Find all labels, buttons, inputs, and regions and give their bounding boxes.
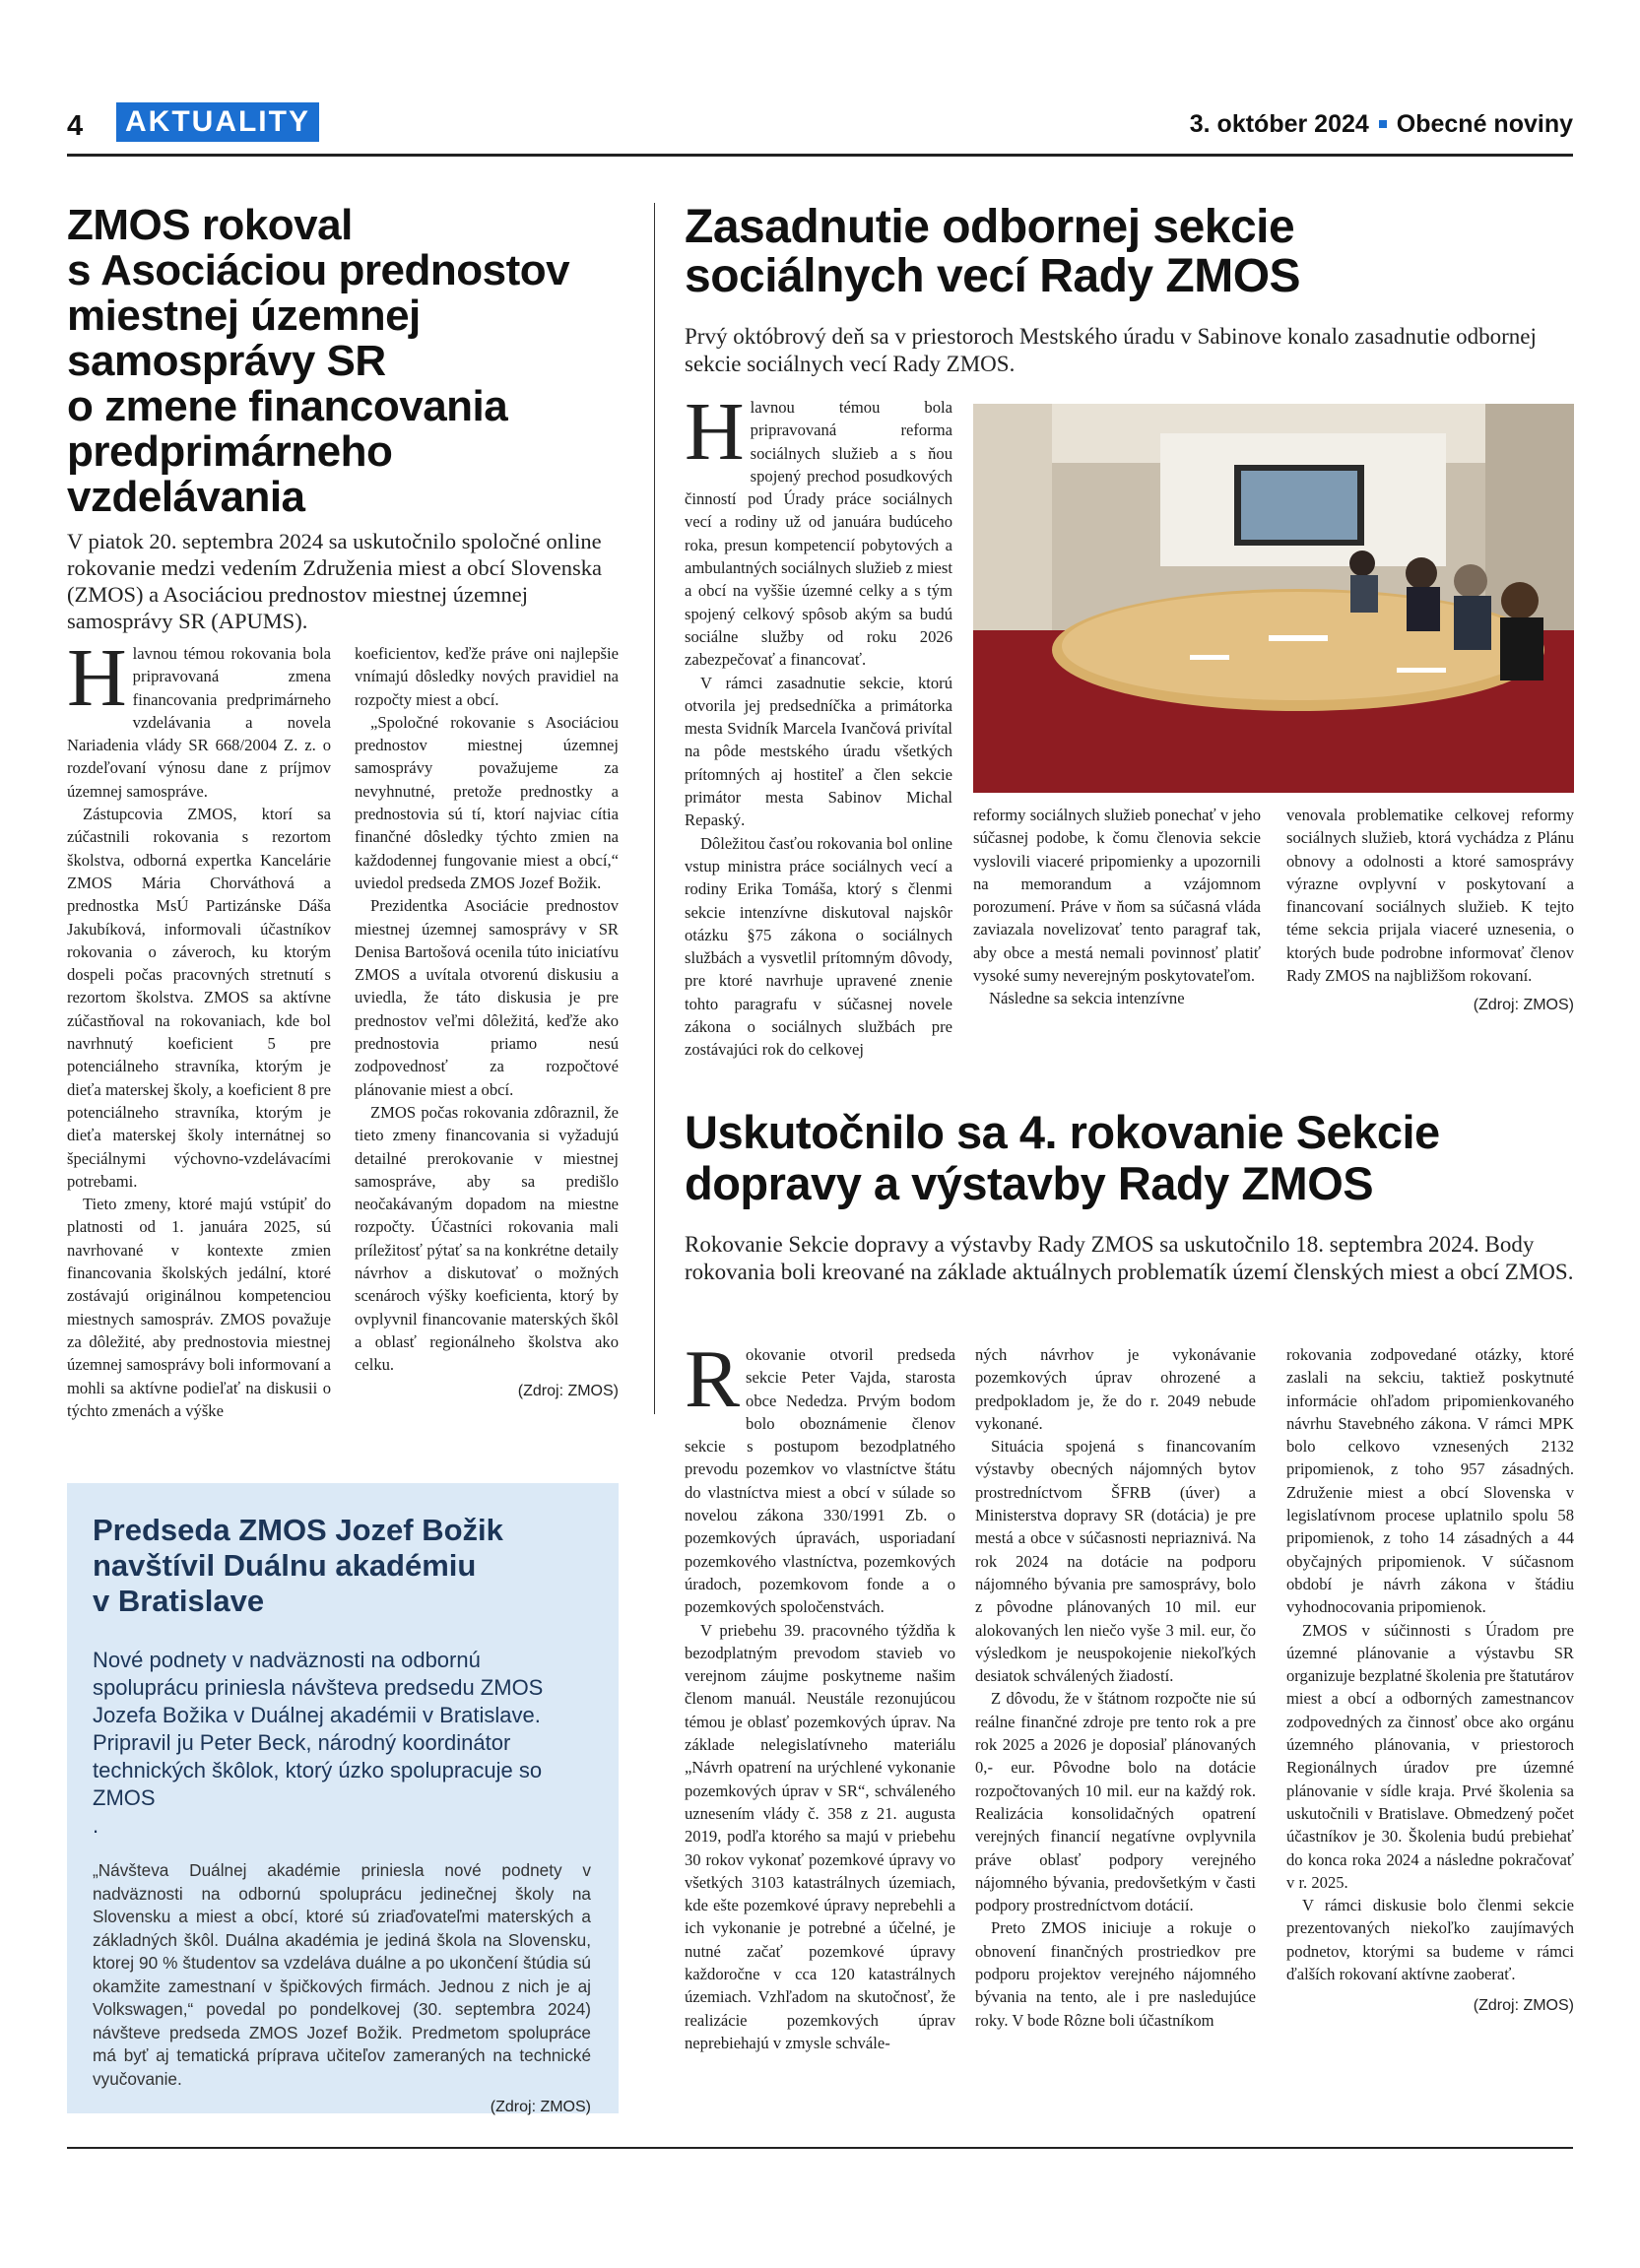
article1-col2: koeficientov, keďže práve oni najlepšie vnímajú dôsledky nových pravidiel na rozpočty miest a obcí. „Spoločné rokovanie s Asociáciou prednostov miestnej územnej samosprávy považujeme za nevyhnutné, pretože prednostky a prednostovia sú tí, ktorí najviac cítia finančné dôsledky týchto zmien na každodennej fungovanie miest a obcí,“ uviedol predseda ZMOS Jozef Božik. Prezidentka Asociácie prednostov miestnej územnej samosprávy v SR Denisa Bartošová ocenila túto iniciatívu ZMOS a uvítala otvorenú diskusiu a uviedla, že táto diskusia je pre prednostov veľmi dôležitá, keďže ako prednostovia priamo nesú zodpovednosť za rozpočtové plánovanie miest a obcí. ZMOS počas rokovania zdôraznil, že tieto zmeny financovania si vyžadujú detailné prerokovanie v miestnej samospráve, aby sa predišlo neočakávaným dopadom na miestne rozpočty. Účastníci rokovania mali príležitosť pýtať sa na konkrétne detaily návrhov a diskutovať o možných scenároch výšky koeficienta, ktorý by ovplyvnil financovanie materských škôl a oblasť regionálneho školstva ako celku. (Zdroj: ZMOS) <box>355 644 619 1399</box>
box-title: Predseda ZMOS Jozef Božik navštívil Duálnu akadémiu v Bratislave <box>93 1513 503 1618</box>
page-number: 4 <box>67 110 84 142</box>
footer-rule <box>67 2147 1573 2149</box>
box-source: (Zdroj: ZMOS) <box>490 2099 591 2115</box>
article1-lead: V piatok 20. septembra 2024 sa uskutočnilo spoločné online rokovanie medzi vedením Združenia miest a obcí Slovenska (ZMOS) a Asociáciou prednostov miestnej územnej samosprávy SR (APUMS). <box>67 529 602 633</box>
article2-col3: venovala problematike celkovej reformy sociálnych služieb, ktorá vychádza z Plánu obnovy a odolnosti a ktoré samosprávy výrazne ovplyvní v poskytovaní a financovaní sociálnych služieb. K tejto téme sekcia prijala viaceré uznesenia, o ktorých bude podrobne informovať členov Rady ZMOS na najbližšom rokovaní. (Zdroj: ZMOS) <box>1286 806 1574 1014</box>
meeting-photo <box>973 404 1574 793</box>
article3-col3: rokovania zodpovedané otázky, ktoré zaslali na sekciu, taktiež poskytnuté informácie ohľadom pripomienkovaného návrhu Stavebného zákona. V rámci MPK bolo celkovo vznesených 2132 pripomienok, z toho 957 zásadných. Združenie miest a obcí Slovenska v legislatívnom procese uplatnilo spolu 58 pripomienok, z toho 14 zásadných a 44 obyčajných pripomienok. V súčasnom období je návrh zákona v štádiu vyhodnocovania pripomienok. ZMOS v súčinnosti s Úradom pre územné plánovanie a výstavbu SR organizuje bezplatné školenia pre štatutárov miest a obcí a odborných zamestnancov zodpovedných za činnosť obce ako orgánu územného plánovania, v priestoroch Regionálnych úradov pre územné plánovanie v sídle kraja. Prvé školenia sa uskutočnili v Bratislave. Obmedzený počet účastníkov je 30. Školenia budú prebiehať do konca roka 2024 a následne pokračovať v r. 2025. V rámci diskusie bolo členmi sekcie prezentovaných niekoľko zaujímavých podnetov, ktorými sa budeme v rámci ďalších rokovaní aktívne zaoberať. (Zdroj: ZMOS) <box>1286 1345 1574 2015</box>
article1-body <box>67 632 619 1422</box>
dropcap: H <box>685 386 745 478</box>
dropcap: R <box>685 1333 741 1425</box>
article3-lead: Rokovanie Sekcie dopravy a výstavby Rady ZMOS sa uskutočnilo 18. septembra 2024. Body rokovania boli kreované na základe aktuálnych problematík území členských miest a obcí ZMOS. <box>685 1232 1574 1284</box>
issue-date: 3. október 2024 <box>1189 110 1369 138</box>
header-right <box>1190 110 1573 139</box>
article1-source: (Zdroj: ZMOS) <box>517 1382 619 1399</box>
dropcap: H <box>67 632 127 724</box>
separator-square <box>1379 120 1387 128</box>
article2-col2: reformy sociálnych služieb ponechať v jeho súčasnej podobe, k čomu členovia sekcie vyslovili viaceré pripomienky a upozornili na memorandum a vzájomnom porozumení. Práve v ňom sa súčasná vláda zaviazala novelizovať tento paragraf tak, aby obce a mestá nemali povinnosť platiť vysoké sumy neverejným poskytovateľom. Následne sa sekcia intenzívne <box>973 806 1261 1008</box>
article2-title: Zasadnutie odbornej sekcie sociálnych vecí Rady ZMOS <box>685 201 1301 302</box>
article1-col1: Hlavnou témou rokovania bola pripravovaná zmena financovania predprimárneho vzdelávania a novela Nariadenia vlády SR 668/2004 Z. z. o rozdeľovaní výnosu dane z príjmov územnej samospráve. Zástupcovia ZMOS, ktorí sa zúčastnili rokovania s rezortom školstva, odborná expertka Kancelárie ZMOS Mária Chorváthová a prednostka MsÚ Partizánske Dáša Jakubíková, informovali účastníkov rokovania o záveroch, ku ktorým dospeli počas pracovných stretnutí s rezortom školstva. ZMOS sa aktívne zúčastňoval na rokovaniach, kde bol navrhnutý koeficient 5 pre potenciálneho stravníka, ktorým je dieťa materskej školy, a koeficient 8 pre potenciálneho stravníka, ktorým je dieťa materskej školy internátnej so špeciálnymi výchovno-vzdelávacími potrebami. Tieto zmeny, ktoré majú vstúpiť do platnosti od 1. januára 2025, sú navrhované v kontexte zmien financovania školských jedální, ktoré zostávajú originálnou kompetenciou miestnych samospráv. ZMOS považuje za dôležité, aby prednostovia miestnej územnej samosprávy boli informovaní a mohli sa aktívne podieľať na diskusii o týchto zmenách a výške <box>67 632 331 1420</box>
article3-col1: Rokovanie otvoril predseda sekcie Peter Vajda, starosta obce Nededza. Prvým bodom bolo oboznámenie členov sekcie s postupom bezodplatného prevodu pozemkov vo vlastníctve štátu do vlastníctva miest a obcí v súlade so novelou zákona 330/1991 Zb. o pozemkových úpravách, usporiadaní pozemkového vlastníctva, pozemkových úradoch, pozemkovom fonde a o pozemkových spoločenstvách. V priebehu 39. pracovného týždňa k bezodplatným prevodom stavieb vo verejnom záujme poskytneme našim členom manuál. Neustále rezonujúcou témou je oblasť pozemkových úprav. Na základe nelegislatívneho materiálu „Návrh opatrení na urýchlené vykonanie pozemkových úprav v SR“, schváleného uznesením vlády č. 358 z 21. augusta 2019, podľa ktorého sa majú v priebehu 30 rokov vykonať pozemkové úpravy vo všetkých 3103 katastrálnych územiach, kde ešte pozemkové úpravy neprebehli a ich vykonanie je potrebné a účelné, je nutné začať pozemkové úpravy každoročne v cca 120 katastrálnych územiach. Vzhľadom na skutočnosť, že realizácie pozemkových úprav neprebiehajú v zmysle schvále- <box>685 1333 955 2052</box>
article3-title: Uskutočnilo sa 4. rokovanie Sekcie dopravy a výstavby Rady ZMOS <box>685 1106 1440 1209</box>
article2-lead: Prvý októbrový deň sa v priestoroch Mestského úradu v Sabinove konalo zasadnutie odbornej sekcie sociálnych vecí Rady ZMOS. <box>685 324 1537 376</box>
highlight-box <box>67 1483 619 2113</box>
meeting-room-image <box>973 404 1574 793</box>
article3-source: (Zdroj: ZMOS) <box>1473 1997 1574 2015</box>
box-quote: „Návšteva Duálnej akadémie priniesla nové podnety v nadväznosti na odbornú spoluprácu jedinečnej školy na Slovensku a miest a obcí, ktoré sú zriaďovateľmi materských a základných škôl. Duálna akadémia je jediná škola na Slovensku, ktorej 90 % študentov sa vzdeláva duálne a po ukončení štúdia sú okamžite zamestnaní v špičkových firmách. Jednou z nich je aj Volkswagen,“ povedal po pondelkovej (30. septembra 2024) návšteve predseda ZMOS Jozef Božik. Predmetom spolupráce má byť aj tematická príprava učiteľov zameraných na technické vyučovanie. <box>93 1860 591 2089</box>
section-label: AKTUALITY <box>116 102 319 142</box>
header-rule <box>67 154 1573 157</box>
article2-col1: Hlavnou témou bola pripravovaná reforma sociálnych služieb a s ňou spojený prechod posudkových činností pod Úrady práce sociálnych vecí a rodiny už od januára budúceho roka, presun kompetencií pobytových a ambulantných sociálnych služieb z miest a obcí na vyššie územné celky a s tým spojený celkový spôsob akým sa budú sociálne služby od roku 2026 zabezpečovať a financovať. V rámci zasadnutie sekcie, ktorú otvorila jej predsedníčka a primátorka mesta Svidník Marcela Ivančová privítal na pôde mestského úradu všetkých prítomných aj hostiteľ a člen sekcie primátor mesta Sabinov Michal Repaský. Dôležitou časťou rokovania bol online vstup ministra práce sociálnych vecí a rodiny Erika Tomáša, ktorý s členmi sekcie intenzívne diskutoval najskôr otázku §75 zákona o sociálnych službách a vysvetlil prítomným dôvody, pre ktoré navrhuje upravené znenie tohto paragrafu v súčasnej novele zákona o sociálnych službách pre zostávajúci rok do celkovej <box>685 386 952 1060</box>
publication-name: Obecné noviny <box>1396 110 1573 138</box>
box-lead: Nové podnety v nadväznosti na odbornú spoluprácu priniesla návšteva predsedu ZMOS Jozefa Božika v Duálnej akadémii v Bratislave. Pripravil ju Peter Beck, národný koordinátor technických škôlok, ktorý úzko spolupracuje so ZMOS . <box>93 1648 544 1838</box>
article3-col2: ných návrhov je vykonávanie pozemkových úprav ohrozené a predpokladom je, že do r. 2049 nebude vykonané. Situácia spojená s financovaním výstavby obecných nájomných bytov prostredníctvom ŠFRB (úver) a Ministerstva dopravy SR (dotácia) je pre mestá a obce v súčasnosti nepriaznivá. Na rok 2024 na dotácie na podporu nájomného bývania pre samosprávy, bolo z pôvodne plánovaných 10 mil. eur alokovaných len niečo vyše 3 mil. eur, čo výsledkom je neuspokojenie niekoľkých desiatok schválených žiadostí. Z dôvodu, že v štátnom rozpočte nie sú reálne finančné zdroje pre tento rok a pre rok 2025 a 2026 je doposiaľ plánovaných 0,- eur. Pôvodne bolo na dotácie rozpočtovaných 10 mil. eur na každý rok. Realizácia konsolidačných opatrení verejných financií negatívne ovplyvnila práve oblasť podpory verejného nájomného bývania, predovšetkým v časti podpory prostredníctvom dotácií. Preto ZMOS iniciuje a rokuje o obnovení finančných prostriedkov pre podporu projektov verejného nájomného bývania na tento, ale i pre nasledujúce roky. V bode Rôzne boli účastníkom <box>975 1345 1256 2030</box>
article2-source: (Zdroj: ZMOS) <box>1473 997 1574 1014</box>
column-divider <box>654 203 655 1414</box>
article1-title: ZMOS rokoval s Asociáciou prednostov miestnej územnej samosprávy SR o zmene financovania predprimárneho vzdelávania <box>67 201 570 521</box>
